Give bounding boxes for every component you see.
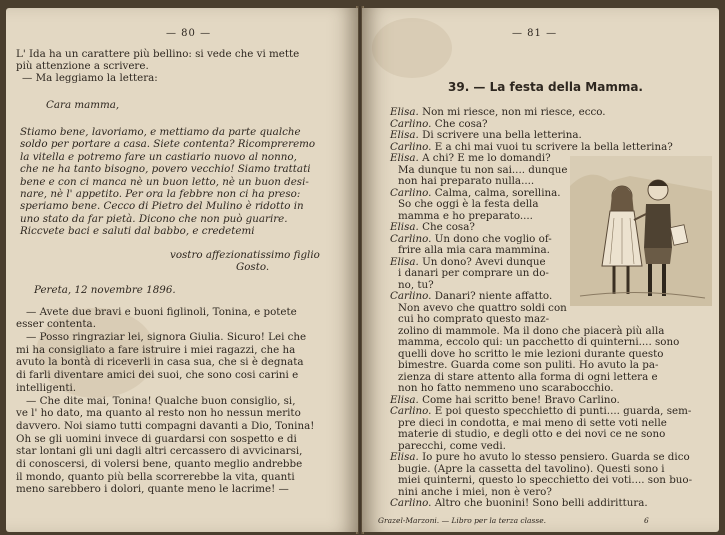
letter-closing: vostro affezionatissimo figlio bbox=[170, 248, 320, 261]
body-line: di conoscersi, di volersi bene, quanto meglio andrebbe bbox=[16, 458, 303, 470]
page-number: — 81 — bbox=[512, 28, 558, 39]
right-page bbox=[362, 8, 719, 532]
intro-line: L' Ida ha un carattere più bellino: si vede che vi mette bbox=[16, 48, 300, 60]
body-line: — Che dite mai, Tonina! Qualche buon consiglio, si, bbox=[26, 394, 296, 407]
left-page bbox=[6, 8, 358, 532]
dialogue-text: Io pure ho avuto lo stesso pensiero. Guarda se dico bbox=[418, 451, 690, 463]
letter-dateline: Pereta, 12 novembre 1896. bbox=[34, 283, 176, 296]
dialogue-line bbox=[390, 497, 648, 509]
dialogue-text: Che cosa? bbox=[418, 221, 475, 233]
letter-line: Stiamo bene, lavoriamo, e mettiamo da parte qualche bbox=[20, 126, 301, 138]
body-line: — Posso ringraziar lei, signora Giulia. Sicuro! Lei che bbox=[26, 331, 307, 343]
body-line: Oh se gli uomini invece di guardarsi con sospetto e di bbox=[16, 432, 297, 445]
dialogue-text: So che oggi è la festa della bbox=[398, 198, 539, 210]
body-line: mi ha consigliato a fare istruire i miei ragazzi, che ha bbox=[16, 343, 296, 356]
speaker-name: Carlino. bbox=[390, 186, 432, 199]
body-line: di farli diventare amici dei suoi, che sono cosi carini e bbox=[16, 369, 299, 382]
dialogue-text: Un dono? Avevi dunque bbox=[418, 255, 546, 268]
dialogue-line bbox=[398, 417, 667, 429]
speaker-name: Elisa. bbox=[390, 152, 419, 164]
dialogue-line bbox=[390, 106, 606, 118]
dialogue-text: non ho fatto nemmeno uno scarabocchio. bbox=[398, 382, 614, 394]
dialogue-line bbox=[398, 371, 658, 383]
dialogue-text: cui ho comprato questo maz- bbox=[398, 313, 550, 325]
body-line: meno sarebbero i dolori, quante meno le lacrime! — bbox=[16, 483, 289, 496]
letter-line: nare, nè l' appetito. Per ora la febbre non ci ha preso: bbox=[20, 188, 301, 200]
dialogue-text: Come hai scritto bene! Bravo Carlino. bbox=[418, 393, 620, 406]
dialogue-text: Calma, calma, sorellina. bbox=[431, 186, 561, 199]
dialogue-text: materie di studio, e degli otto e dei novi ce ne sono bbox=[398, 428, 666, 440]
speaker-name: Elisa. bbox=[390, 221, 419, 233]
body-line: ve l' ho dato, ma quanto al resto non ho nessun merito bbox=[16, 407, 301, 420]
letter-line: uno stato da far pietà. Dicono che non può guarire. bbox=[20, 212, 288, 225]
speaker-name: Elisa. bbox=[390, 106, 419, 118]
dialogue-line bbox=[398, 244, 550, 256]
dialogue-line bbox=[390, 118, 488, 130]
dialogue-text: i danari per comprare un do- bbox=[398, 267, 549, 279]
dialogue-text: Che cosa? bbox=[431, 117, 488, 130]
speaker-name: Carlino. bbox=[390, 497, 432, 509]
dialogue-text: Non avevo che quattro soldi con bbox=[398, 301, 567, 314]
chapter-heading: 39. — La festa della Mamma. bbox=[448, 80, 643, 94]
dialogue-line bbox=[398, 164, 567, 176]
dialogue-line bbox=[398, 279, 434, 291]
speaker-name: Carlino. bbox=[390, 405, 432, 417]
body-line: star lontani gli uni dagli altri cercassero di avvicinarsi, bbox=[16, 445, 303, 458]
dialogue-text: A chi? E me lo domandi? bbox=[418, 152, 551, 164]
dialogue-line bbox=[390, 152, 551, 164]
speaker-name: Carlino. bbox=[390, 117, 432, 130]
letter-line: speriamo bene. Cecco di Pietro del Mulino è ridotto in bbox=[20, 200, 304, 213]
dialogue-text: non hai preparato nulla.... bbox=[398, 175, 535, 187]
footer-book-title: Grazel-Marzoni. — Libro per la terza classe. bbox=[378, 516, 547, 525]
letter-line: che ne ha tanto bisogno, povero vecchio! Siamo trattati bbox=[20, 163, 311, 176]
speaker-name: Carlino. bbox=[390, 290, 432, 302]
dialogue-text: Ma dunque tu non sai.... dunque bbox=[398, 163, 568, 176]
dialogue-line bbox=[390, 394, 620, 406]
children-illustration bbox=[570, 156, 712, 306]
body-line: — Avete due bravi e buoni figlinoli, Tonina, e potete bbox=[26, 305, 297, 318]
dialogue-text: no, tu? bbox=[398, 278, 434, 291]
dialogue-line bbox=[398, 210, 533, 222]
speaker-name: Elisa. bbox=[390, 451, 419, 463]
dialogue-text: Di scrivere una bella letterina. bbox=[418, 129, 582, 141]
speaker-name: Elisa. bbox=[390, 255, 419, 268]
body-line: il mondo, quanto più bella scorrerebbe la vita, quanti bbox=[16, 470, 295, 483]
letter-line: Riccvete baci e saluti dal babbo, e credetemi bbox=[20, 225, 255, 238]
dialogue-line bbox=[398, 325, 664, 337]
dialogue-line bbox=[398, 302, 567, 314]
dialogue-text: mamma, eccolo qui: un pacchetto di quinterni.... sono bbox=[398, 336, 680, 348]
letter-line: soldo per portare a casa. Siete contenta? Ricompreremo bbox=[20, 138, 316, 151]
dialogue-text: zienza di stare attento alla forma di ogni lettera e bbox=[398, 370, 658, 383]
dialogue-text: parecchi, come vedi. bbox=[398, 439, 506, 452]
dialogue-text: bimestre. Guarda come son puliti. Ho avuto la pa- bbox=[398, 359, 659, 371]
letter-line: bene e con ci manca nè un buon letto, nè un buon desi- bbox=[20, 175, 309, 188]
speaker-name: Elisa. bbox=[390, 129, 419, 141]
dialogue-text: Non mi riesce, non mi riesce, ecco. bbox=[418, 106, 606, 118]
dialogue-line bbox=[390, 451, 690, 463]
dialogue-text: Danari? niente affatto. bbox=[431, 290, 553, 302]
intro-line: più attenzione a scrivere. bbox=[16, 60, 149, 72]
dialogue-text: pre dieci in condotta, e mai meno di sette voti nelle bbox=[398, 416, 667, 429]
dialogue-line bbox=[390, 129, 582, 141]
dialogue-line bbox=[398, 382, 614, 394]
dialogue-line bbox=[390, 141, 673, 153]
letter-salutation: Cara mamma, bbox=[46, 99, 120, 111]
dialogue-text: Altro che buonini! Sono belli addirittura. bbox=[431, 497, 648, 509]
speaker-name: Elisa. bbox=[390, 393, 419, 406]
dialogue-line bbox=[398, 474, 692, 486]
dialogue-line bbox=[398, 336, 679, 348]
dialogue-line bbox=[398, 348, 664, 360]
dialogue-line bbox=[390, 233, 552, 245]
letter-line: la vitella e potremo fare un castiario nuovo al nonno, bbox=[20, 150, 297, 163]
dialogue-line bbox=[390, 256, 546, 268]
dialogue-line bbox=[398, 267, 549, 279]
dialogue-line bbox=[398, 428, 665, 440]
page-number: — 80 — bbox=[166, 28, 212, 39]
dialogue-text: bugie. (Apre la cassetta del tavolino). Questi sono i bbox=[398, 462, 665, 475]
dialogue-text: quelli dove ho scritto le mie lezioni durante questo bbox=[398, 347, 664, 360]
body-line: intelligenti. bbox=[16, 381, 77, 394]
dialogue-text: E a chi mai vuoi tu scrivere la bella letterina? bbox=[431, 140, 673, 153]
dialogue-text: miei quinterni, questo lo specchietto dei voti.... son buo- bbox=[398, 474, 693, 486]
dialogue-line bbox=[390, 221, 475, 233]
dialogue-text: mamma e ho preparato.... bbox=[398, 209, 533, 222]
speaker-name: Carlino. bbox=[390, 140, 432, 153]
dialogue-line bbox=[398, 198, 538, 210]
dialogue-text: Un dono che voglio of- bbox=[431, 232, 552, 245]
intro-line: — Ma leggiamo la lettera: bbox=[22, 72, 158, 84]
dialogue-text: nini anche i miei, non è vero? bbox=[398, 485, 552, 498]
paper-stain bbox=[372, 18, 452, 78]
body-line: esser contenta. bbox=[16, 318, 96, 331]
dialogue-text: E poi questo specchietto di punti.... guarda, sem- bbox=[431, 405, 692, 417]
dialogue-line bbox=[390, 187, 561, 199]
dialogue-line bbox=[398, 359, 658, 371]
footer-signature-mark: 6 bbox=[644, 516, 649, 525]
dialogue-line bbox=[390, 290, 552, 302]
body-line: davvero. Noi siamo tutti compagni davanti a Dio, Tonina! bbox=[16, 419, 315, 432]
dialogue-line bbox=[398, 175, 534, 187]
dialogue-line bbox=[398, 463, 665, 475]
dialogue-line bbox=[390, 405, 691, 417]
speaker-name: Carlino. bbox=[390, 232, 432, 245]
dialogue-line bbox=[398, 313, 549, 325]
letter-signature: Gosto. bbox=[236, 260, 270, 273]
body-line: avuto la bontà di riceverli in casa sua, che si è degnata bbox=[16, 356, 304, 369]
dialogue-text: frire alla mia cara mammina. bbox=[398, 244, 550, 256]
dialogue-line bbox=[398, 486, 552, 498]
dialogue-text: zolino di mammole. Ma il dono che piacerà più alla bbox=[398, 324, 665, 337]
dialogue-line bbox=[398, 440, 506, 452]
